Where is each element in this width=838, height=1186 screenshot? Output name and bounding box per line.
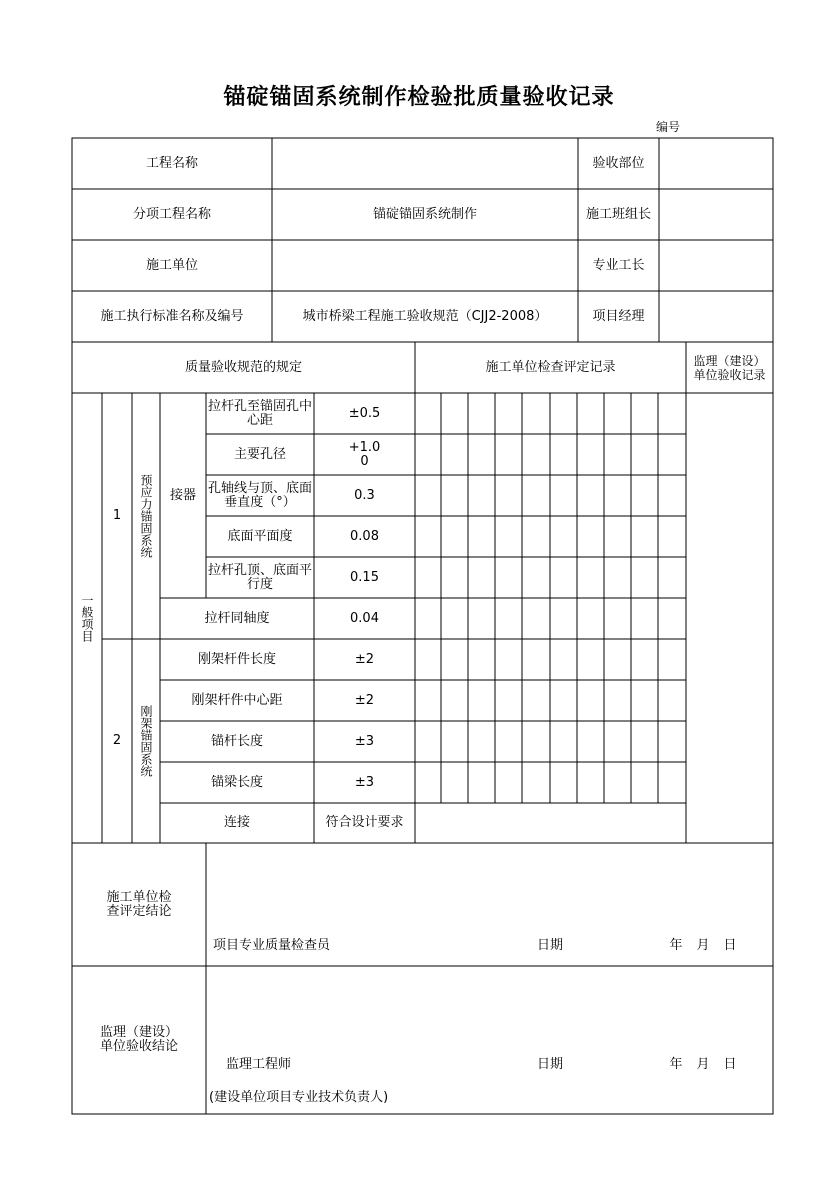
- supervisor-record-cell[interactable]: [686, 393, 773, 843]
- code-label: 编号: [656, 120, 681, 134]
- tolerance-rod-hole-parallelism: 0.15: [350, 569, 379, 585]
- item-anchor-rod-length: 锚杆长度: [210, 733, 263, 749]
- page-title: 锚碇锚固系统制作检验批质量验收记录: [223, 85, 615, 110]
- tolerance-anchor-beam-length: ±3: [354, 774, 375, 790]
- item-rod-coaxiality: 拉杆同轴度: [204, 610, 270, 626]
- tolerance-axis-perpendicularity: 0.3: [354, 487, 375, 503]
- item-connection: 连接: [223, 815, 250, 830]
- item-rod-hole-distance: 拉杆孔至锚固孔中心距: [208, 398, 313, 428]
- supervisor-conclusion-line1: 监理（建设）: [99, 1025, 178, 1040]
- contractor-month: 月: [696, 938, 710, 953]
- contractor-conclusion-line2: 查评定结论: [106, 903, 172, 919]
- engineer-label: 监理工程师: [226, 1057, 292, 1072]
- tolerance-bottom-flatness: 0.08: [350, 528, 379, 544]
- foreman-field[interactable]: [659, 240, 773, 291]
- group2-number: 2: [112, 733, 122, 748]
- supervisor-conclusion-line2: 单位验收结论: [99, 1039, 178, 1054]
- project-name-label: 工程名称: [145, 155, 198, 171]
- standard-field[interactable]: 城市桥梁工程施工验收规范（CJJ2-2008）: [302, 308, 548, 324]
- tolerance-rod-hole-distance: ±0.5: [348, 405, 381, 421]
- supervisor-conclusion-label: [72, 966, 206, 1114]
- contractor-label: 施工单位: [145, 257, 198, 273]
- contractor-record-grid[interactable]: [415, 393, 686, 843]
- group2-system-label: [132, 639, 160, 843]
- supervisor-month: 月: [696, 1057, 710, 1072]
- pm-label: 项目经理: [592, 308, 645, 324]
- supervisor-record-header-line2: 单位验收记录: [693, 367, 766, 382]
- item-frame-member-spacing: 刚架杆件中心距: [191, 692, 283, 708]
- contractor-field[interactable]: [272, 240, 578, 291]
- tolerance-upper: +1.0: [348, 439, 381, 455]
- contractor-conclusion-label: [72, 843, 206, 966]
- project-name-field[interactable]: [272, 138, 578, 189]
- contractor-record-header: 施工单位检查评定记录: [485, 359, 616, 375]
- supervisor-note: (建设单位项目专业技术负责人): [209, 1090, 389, 1105]
- tolerance-lower: 0: [360, 453, 369, 469]
- group1-system-label: [132, 393, 160, 639]
- group1-system-text: 预应力锚固系统: [139, 474, 153, 558]
- supervisor-record-header-line1: 监理（建设）: [693, 353, 766, 368]
- item-rod-hole-parallelism: 拉杆孔顶、底面平行度: [208, 562, 313, 592]
- tolerance-frame-member-length: ±2: [354, 651, 375, 667]
- item-axis-perpendicularity: 孔轴线与顶、底面垂直度（°）: [208, 480, 313, 510]
- team-leader-field[interactable]: [659, 189, 773, 240]
- supervisor-year: 年: [669, 1057, 683, 1072]
- item-main-hole-diameter: 主要孔径: [233, 446, 286, 462]
- pm-field[interactable]: [659, 291, 773, 342]
- tolerance-main-hole-diameter: [314, 434, 415, 475]
- standard-label: 施工执行标准名称及编号: [100, 308, 244, 324]
- contractor-conclusion-line1: 施工单位检: [106, 889, 172, 905]
- item-anchor-beam-length: 锚梁长度: [210, 774, 263, 790]
- acceptance-part-field[interactable]: [659, 138, 773, 189]
- contractor-day: 日: [723, 938, 737, 953]
- group1-number: 1: [112, 508, 122, 523]
- general-items-text: 一般项目: [80, 594, 94, 642]
- item-bottom-flatness: 底面平面度: [227, 528, 293, 544]
- tolerance-anchor-rod-length: ±3: [354, 733, 375, 749]
- inspector-label: 项目专业质量检查员: [213, 938, 331, 953]
- acceptance-part-label: 验收部位: [592, 155, 645, 171]
- item-frame-member-length: 刚架杆件长度: [197, 651, 276, 667]
- tolerance-frame-member-spacing: ±2: [354, 692, 375, 708]
- tolerance-connection: 符合设计要求: [325, 815, 404, 830]
- supervisor-date-label: 日期: [536, 1057, 563, 1072]
- supervisor-day: 日: [723, 1057, 737, 1072]
- sub-project-field[interactable]: 锚碇锚固系统制作: [372, 206, 477, 222]
- contractor-date-label: 日期: [536, 938, 563, 953]
- supervisor-record-header: [686, 342, 773, 393]
- sub-project-label: 分项工程名称: [132, 206, 211, 222]
- group2-system-text: 刚架锚固系统: [139, 705, 153, 777]
- foreman-label: 专业工长: [592, 257, 645, 273]
- contractor-year: 年: [669, 938, 683, 953]
- team-leader-label: 施工班组长: [585, 206, 651, 222]
- tolerance-rod-coaxiality: 0.04: [350, 610, 379, 626]
- spec-header: 质量验收规范的规定: [184, 359, 302, 375]
- connector-label: 接器: [169, 487, 196, 503]
- general-items-label: [72, 393, 102, 843]
